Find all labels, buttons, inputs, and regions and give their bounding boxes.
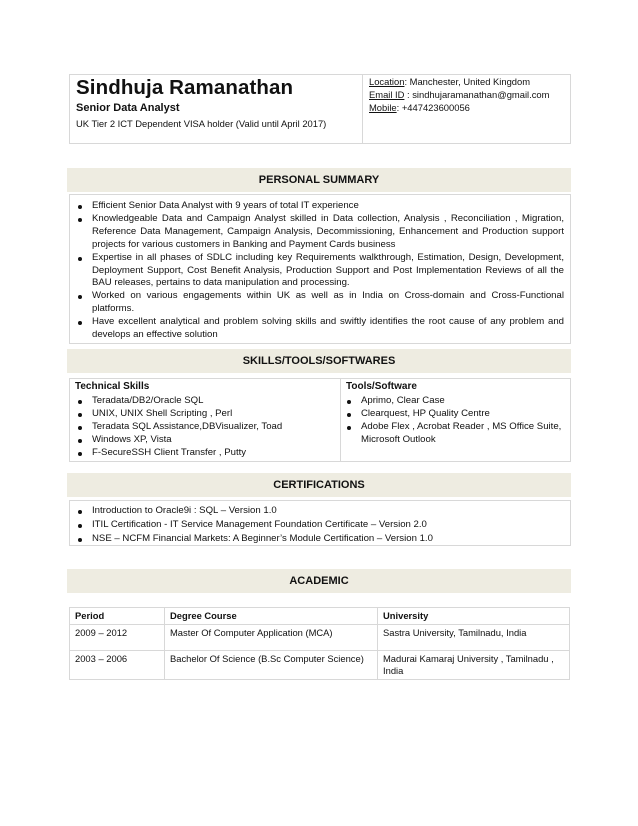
tools-heading: Tools/Software (346, 381, 417, 392)
bullet-icon (78, 400, 82, 404)
column-header: Degree Course (165, 608, 378, 625)
summary-item: Expertise in all phases of SDLC including key Requirements walkthrough, Estimation, Design, Development, Deployment Support, Cost Benefit Analysis, Production Support and Post Implementation Reviews of all the BAU releases, pertains to data manipulation and processing. (74, 252, 564, 291)
academic-table (69, 607, 570, 680)
bullet-icon (78, 413, 82, 417)
location-label: Location (369, 76, 405, 87)
candidate-name: Sindhuja Ramanathan (76, 76, 294, 99)
academic-heading: ACADEMIC (67, 569, 571, 593)
technical-skill-item: Teradata SQL Assistance,DBVisualizer, Toad (74, 421, 336, 434)
bullet-icon (78, 295, 82, 299)
mobile-value: : +447423600056 (396, 102, 470, 113)
column-header: Period (70, 608, 165, 625)
certifications-heading: CERTIFICATIONS (67, 473, 571, 497)
summary-heading: PERSONAL SUMMARY (67, 168, 571, 192)
technical-skill-item: F-SecureSSH Client Transfer , Putty (74, 447, 336, 460)
visa-status: UK Tier 2 ICT Dependent VISA holder (Valid until April 2017) (76, 118, 327, 129)
certification-item: NSE – NCFM Financial Markets: A Beginner’s Module Certification – Version 1.0 (74, 532, 564, 546)
bullet-icon (78, 452, 82, 456)
period-cell: 2003 – 2006 (70, 651, 165, 680)
bullet-icon (347, 426, 351, 430)
bullet-icon (347, 400, 351, 404)
certification-item: Introduction to Oracle9i : SQL – Version 1.0 (74, 504, 564, 518)
summary-item: Efficient Senior Data Analyst with 9 years of total IT experience (74, 200, 564, 213)
bullet-icon (78, 524, 82, 528)
table-row (70, 651, 570, 680)
bullet-icon (347, 413, 351, 417)
table-row (70, 625, 570, 651)
summary-box (69, 194, 571, 344)
certifications-list (74, 504, 564, 546)
university-cell: Sastra University, Tamilnadu, India (378, 625, 570, 651)
certification-item: ITIL Certification - IT Service Management Foundation Certificate – Version 2.0 (74, 518, 564, 532)
bullet-icon (78, 257, 82, 261)
column-header: University (378, 608, 570, 625)
period-cell: 2009 – 2012 (70, 625, 165, 651)
skills-heading: SKILLS/TOOLS/SOFTWARES (67, 349, 571, 373)
technical-skill-item: Teradata/DB2/Oracle SQL (74, 395, 336, 408)
bullet-icon (78, 205, 82, 209)
university-cell: Madurai Kamaraj University , Tamilnadu , India (378, 651, 570, 680)
contact-location (369, 76, 530, 87)
technical-skills-heading: Technical Skills (75, 381, 150, 392)
tools-list (343, 395, 567, 447)
skills-box (69, 378, 571, 462)
bullet-icon (78, 439, 82, 443)
contact-email (369, 89, 549, 100)
summary-list (74, 200, 564, 342)
mobile-label: Mobile (369, 102, 397, 113)
contact-mobile (369, 102, 470, 113)
technical-skill-item: UNIX, UNIX Shell Scripting , Perl (74, 408, 336, 421)
academic-header-row (70, 608, 570, 625)
bullet-icon (78, 510, 82, 514)
bullet-icon (78, 321, 82, 325)
technical-skills-list (74, 395, 336, 460)
summary-item: Knowledgeable Data and Campaign Analyst skilled in Data collection, Analysis , Reconciliation , Migration, Reference Data Management, Campaign Analysis, Decommissioning, Enhancement and Production support projects for various customers in Banking and Payment Cards business (74, 213, 564, 252)
tool-item: Adobe Flex , Acrobat Reader , MS Office Suite, Microsoft Outlook (343, 421, 567, 447)
skills-divider (340, 379, 341, 461)
bullet-icon (78, 538, 82, 542)
candidate-title: Senior Data Analyst (76, 102, 180, 114)
email-value[interactable]: : sindhujaramanathan@gmail.com (404, 89, 550, 100)
email-label: Email ID (369, 89, 405, 100)
degree-cell: Master Of Computer Application (MCA) (165, 625, 378, 651)
bullet-icon (78, 426, 82, 430)
bullet-icon (78, 218, 82, 222)
technical-skill-item: Windows XP, Vista (74, 434, 336, 447)
tool-item: Clearquest, HP Quality Centre (343, 408, 567, 421)
summary-item: Have excellent analytical and problem solving skills and swiftly identifies the root cause of any problem and develops an effective solution (74, 316, 564, 342)
tool-item: Aprimo, Clear Case (343, 395, 567, 408)
summary-item: Worked on various engagements within UK as well as in India on Cross-domain and Cross-Functional platforms. (74, 290, 564, 316)
certifications-box (69, 500, 571, 546)
location-value: : Manchester, United Kingdom (404, 76, 531, 87)
degree-cell: Bachelor Of Science (B.Sc Computer Science) (165, 651, 378, 680)
